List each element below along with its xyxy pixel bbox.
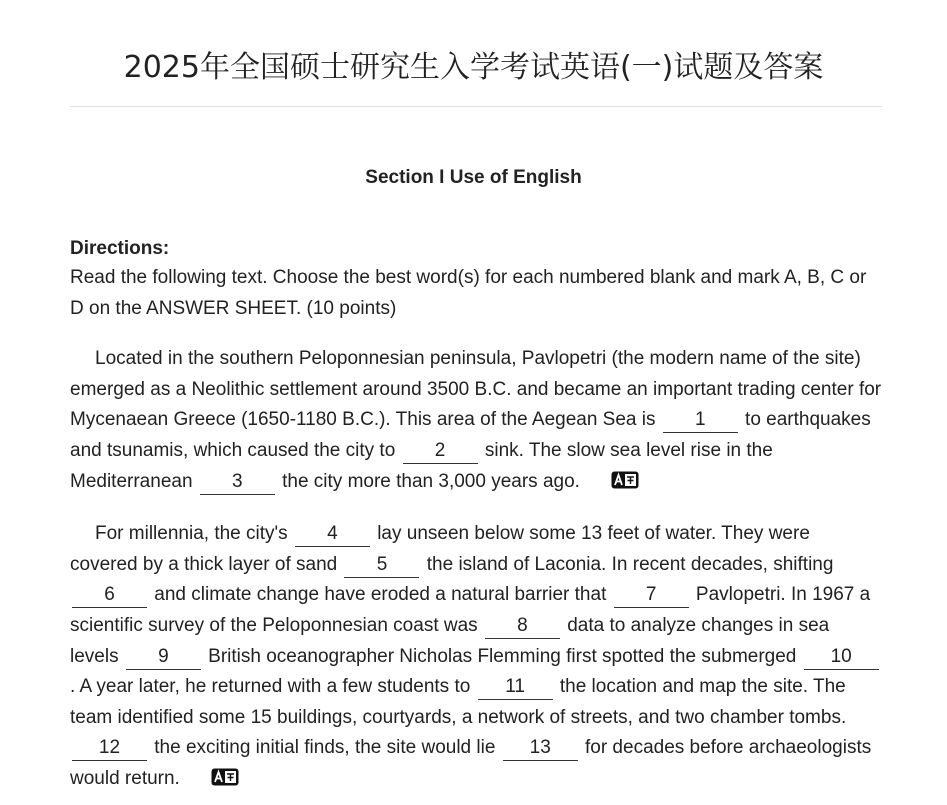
paragraph-2-text-1: For millennia, the city's	[95, 523, 288, 545]
paragraph-2-text-9: the location and map the site. The team identified some 15 buildings, courtyards, a network of streets, and two chamber tombs.	[70, 676, 847, 728]
paragraph-2-text-10: the exciting initial finds, the site would lie	[154, 737, 496, 759]
blank-11: 11	[478, 675, 553, 700]
paragraph-2-text-7: British oceanographer Nicholas Flemming first spotted the submerged	[208, 645, 797, 667]
blank-7: 7	[614, 583, 689, 608]
translate-icon[interactable]	[186, 766, 239, 797]
blank-4: 4	[295, 522, 370, 547]
page-title: 2025年全国硕士研究生入学考试英语(一)试题及答案	[123, 50, 824, 85]
title-divider	[70, 106, 882, 107]
paragraph-2	[70, 519, 882, 796]
paragraph-2-text-3: the island of Laconia. In recent decades, shifting	[426, 553, 834, 575]
paragraph-1-text-2: to earthquakes and tsunamis, which caused the city to	[70, 409, 871, 461]
blank-9: 9	[126, 645, 201, 670]
blank-12: 12	[72, 736, 147, 761]
paragraph-2-text-6: data to analyze changes in sea levels	[70, 614, 830, 667]
paragraph-1-text-3: sink. The slow sea level rise in the Mediterranean	[70, 439, 773, 492]
blank-5: 5	[344, 553, 419, 578]
paragraph-1	[70, 344, 882, 499]
blank-8: 8	[485, 614, 560, 639]
blank-2: 2	[403, 439, 478, 464]
paragraph-2-text-5: Pavlopetri. In 1967 a scientific survey of the Peloponnesian coast was	[70, 584, 871, 636]
blank-1: 1	[663, 408, 738, 433]
paragraph-1-text-1: Located in the southern Peloponnesian peninsula, Pavlopetri (the modern name of the site) emerged as a Neolithic settlement around 3500 B.C. and became an important trading center for Mycenaean Greece (1650-1180 B.C.). This area of the Aegean Sea is	[70, 348, 882, 431]
paragraph-2-text-8: . A year later, he returned with a few students to	[70, 676, 471, 698]
blank-3: 3	[200, 470, 275, 495]
directions-heading: Directions:	[70, 238, 170, 259]
paragraph-2-text-4: and climate change have eroded a natural barrier that	[154, 584, 607, 606]
paragraph-1-text-4: the city more than 3,000 years ago.	[282, 470, 580, 492]
paragraph-2-text-2: lay unseen below some 13 feet of water. They were covered by a thick layer of sand	[70, 523, 810, 575]
directions-text: Read the following text. Choose the best word(s) for each numbered blank and mark A, B, C or D on the ANSWER SHEET. (10 points)	[70, 267, 867, 319]
translate-icon[interactable]	[586, 469, 639, 500]
blank-6: 6	[72, 583, 147, 608]
blank-10: 10	[804, 645, 879, 670]
blank-13: 13	[503, 736, 578, 761]
section-heading: Section I Use of English	[365, 167, 582, 188]
paragraph-2-text-11: for decades before archaeologists would return.	[70, 737, 872, 789]
content-area	[70, 235, 882, 797]
